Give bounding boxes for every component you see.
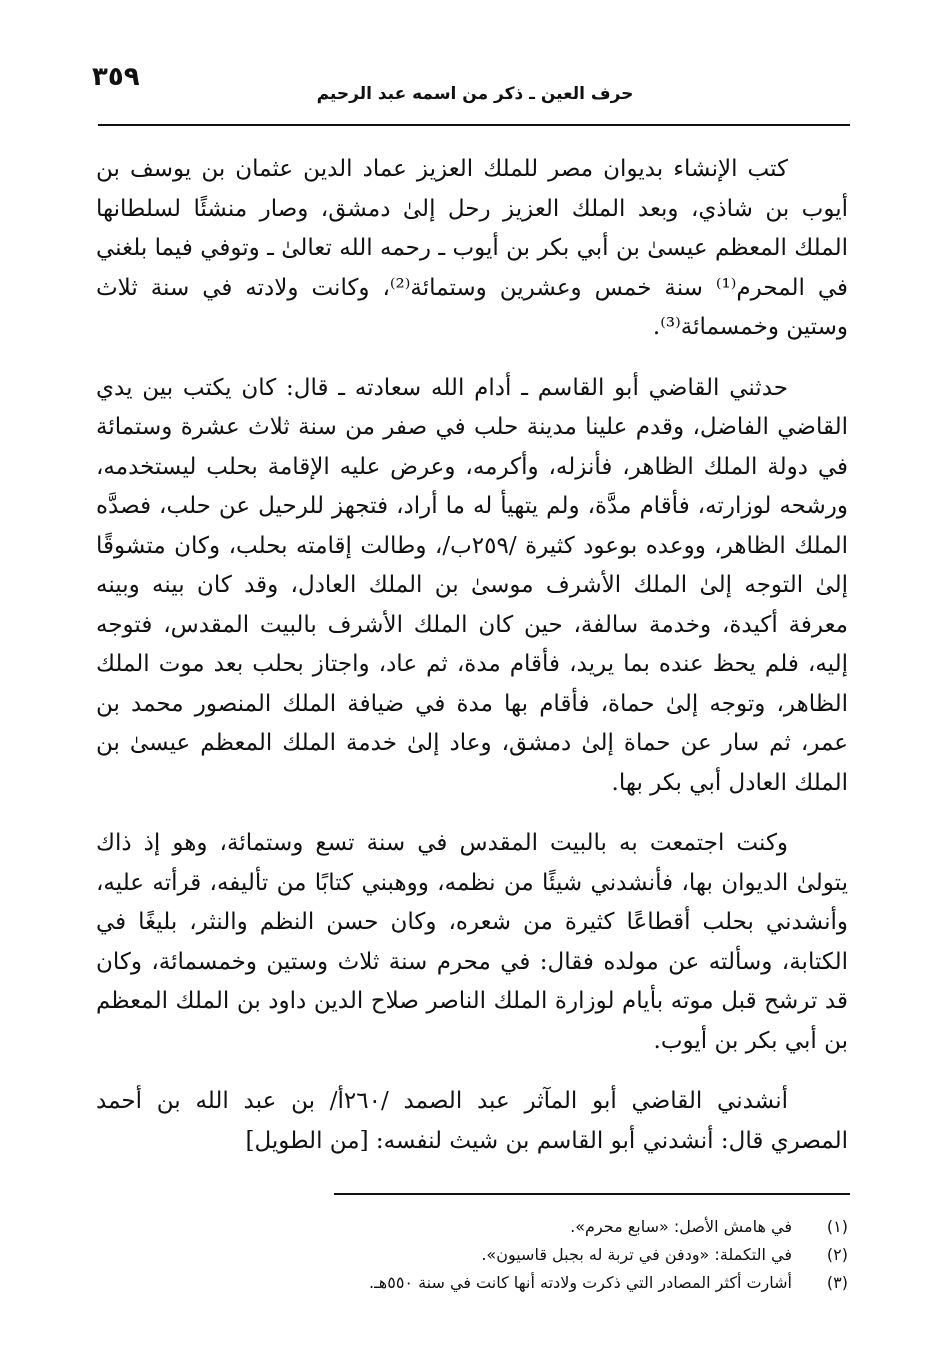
footnote-text: في التكملة: «ودفن في تربة له بجبل قاسيون». xyxy=(481,1245,792,1264)
footnote-number: (٢) xyxy=(826,1245,848,1264)
page-number: ٣٥٩ xyxy=(92,62,140,92)
paragraph: أنشدني القاضي أبو المآثر عبد الصمد /٢٦٠أ/ بن عبد الله بن أحمد المصري قال: أنشدني أبو القاسم بن شيث لنفسه: [من الطويل] xyxy=(96,1088,848,1154)
running-header: حرف العين ـ ذكر من اسمه عبد الرحيم xyxy=(316,84,634,104)
footnotes xyxy=(96,1213,848,1297)
footnote xyxy=(96,1213,848,1241)
footnote-number: (١) xyxy=(826,1217,848,1236)
paragraph: وكنت اجتمعت به بالبيت المقدس في سنة تسع وستمائة، وهو إذ ذاك يتولىٰ الديوان بها، فأنشدني شيئًا من نظمه، ووهبني كتابًا من تأليفه، قرأته عليه، وأنشدني بحلب أقطاعًا كثيرة من شعره، وكان حسن النظم والنثر، بليغًا في الكتابة، وسألته عن مولده فقال: في محرم سنة ثلاث وستين وخمسمائة، وكان قد ترشح قبل موته بأيام لوزارة الملك الناصر صلاح الدين داود بن الملك المعظم بن أبي بكر بن أيوب. xyxy=(96,830,848,1054)
footnote xyxy=(96,1269,848,1297)
footnote-text: أشارت أكثر المصادر التي ذكرت ولادته أنها كانت في سنة ٥٥٠هـ. xyxy=(369,1273,792,1292)
footnote xyxy=(96,1241,848,1269)
body-text xyxy=(96,150,848,1182)
paragraph: حدثني القاضي أبو القاسم ـ أدام الله سعادته ـ قال: كان يكتب بين يدي القاضي الفاضل، وقدم علينا مدينة حلب في صفر من سنة ثلاث عشرة وستمائة في دولة الملك الظاهر، فأنزله، وأكرمه، وعرض عليه الإقامة بحلب ليستخدمه، ورشحه لوزارته، فأقام مدَّة، ولم يتهيأ له ما أراد، فتجهز للرحيل عن حلب، فصدَّه الملك الظاهر، ووعده بوعود كثيرة /٢٥٩ب/، وطالت إقامته بحلب، وكان متشوقًا إلىٰ التوجه إلىٰ الملك الأشرف موسىٰ بن الملك العادل، وقد كان بينه وبينه معرفة أكيدة، وخدمة سالفة، حين كان الملك الأشرف بالبيت المقدس، فتوجه إليه، فلم يحظ عنده بما يريد، فأقام مدة، ثم عاد، واجتاز بحلب بعد موت الملك الظاهر، وتوجه إلىٰ حماة، فأقام بها مدة في ضيافة الملك المنصور محمد بن عمر، ثم سار عن حماة إلىٰ دمشق، وعاد إلىٰ خدمة الملك المعظم عيسىٰ بن الملك العادل أبي بكر بها. xyxy=(96,374,848,796)
paragraph: كتب الإنشاء بديوان مصر للملك العزيز عماد الدين عثمان بن يوسف بن أيوب بن شاذي، وبعد الملك العزيز رحل إلىٰ دمشق، وصار منشئًا لسلطانها الملك المعظم عيسىٰ بن أبي بكر بن أيوب ـ رحمه الله تعالىٰ ـ وتوفي فيما بلغني في المحرم⁽¹⁾ سنة خمس وعشرين وستمائة⁽²⁾، وكانت ولادته في سنة ثلاث وستين وخمسمائة⁽³⁾. xyxy=(96,156,849,340)
header-rule xyxy=(98,124,850,126)
footnote-number: (٣) xyxy=(826,1273,848,1292)
footnote-text: في هامش الأصل: «سابع محرم». xyxy=(570,1217,792,1236)
footnote-rule xyxy=(334,1193,850,1195)
